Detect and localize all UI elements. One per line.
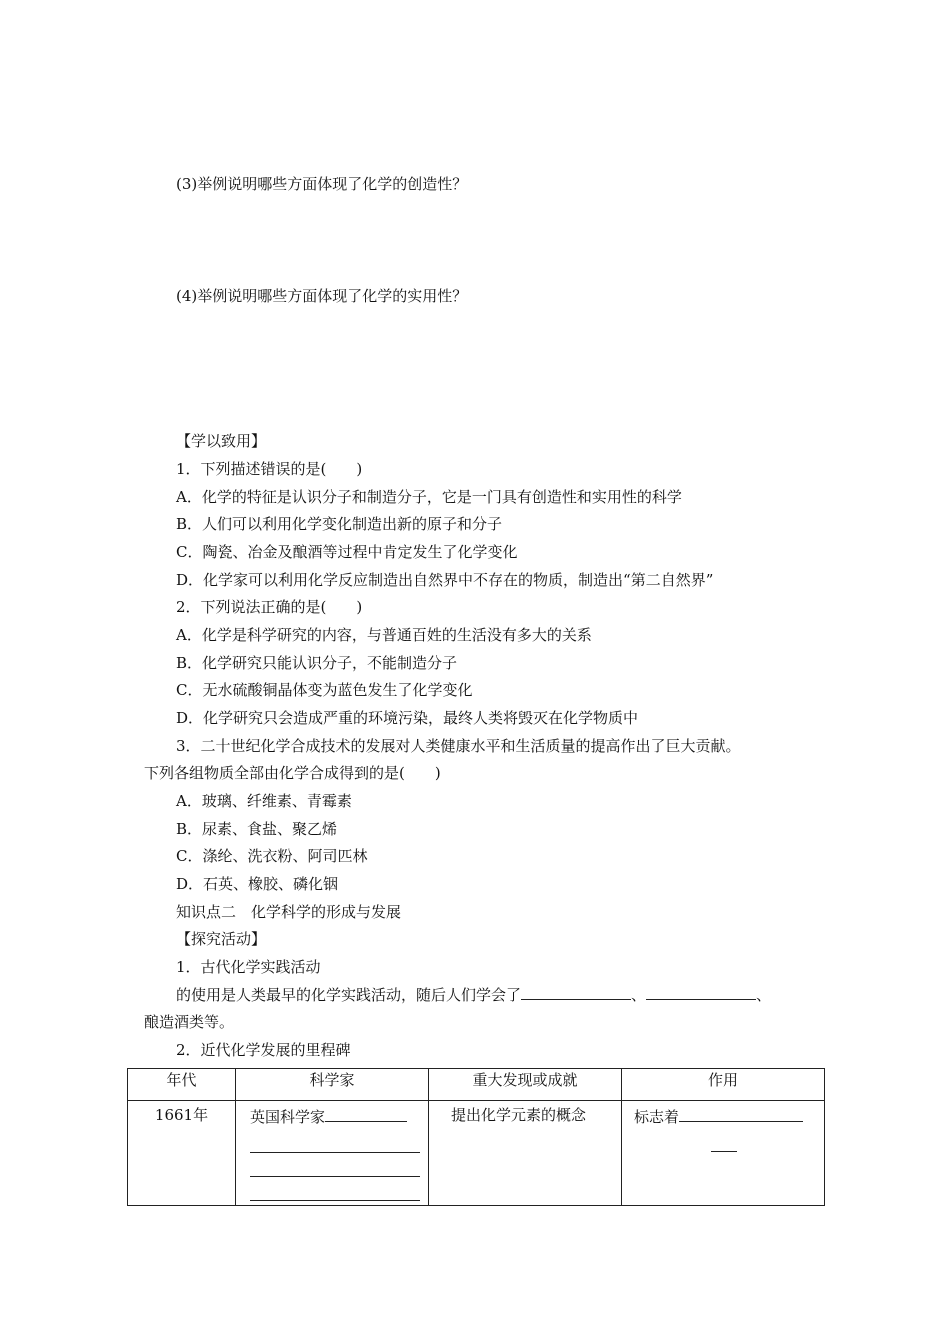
cell-scientist	[236, 1101, 429, 1206]
role-blank[interactable]	[679, 1107, 803, 1122]
q3-option-d: D．石英、橡胶、磷化铟	[176, 875, 339, 893]
header-year: 年代	[128, 1069, 236, 1101]
q2-option-b: B．化学研究只能认识分子，不能制造分子	[176, 654, 458, 672]
header-scientist: 科学家	[236, 1069, 429, 1101]
role-prefix: 标志着	[634, 1108, 680, 1126]
q1-option-a: A．化学的特征是认识分子和制造分子，它是一门具有创造性和实用性的科学	[176, 488, 682, 506]
q3-option-a: A．玻璃、纤维素、青霉素	[176, 792, 352, 810]
item1-fill-sentence	[176, 985, 771, 1005]
q1-option-c: C．陶瓷、冶金及酿酒等过程中肯定发生了化学变化	[176, 543, 518, 561]
fill-blank-2[interactable]	[646, 985, 756, 1000]
q1-stem: 1．下列描述错误的是( )	[176, 460, 363, 478]
q2-option-c: C．无水硫酸铜晶体变为蓝色发生了化学变化	[176, 681, 473, 699]
table-header-row	[128, 1069, 825, 1101]
q3-stem-line2: 下列各组物质全部由化学合成得到的是( )	[144, 764, 441, 782]
question-4-practicality: (4)举例说明哪些方面体现了化学的实用性？	[176, 287, 468, 305]
scientist-blank-line[interactable]	[250, 1129, 420, 1153]
table-row	[128, 1101, 825, 1206]
role-blank-continuation[interactable]	[711, 1129, 737, 1152]
question-3-creativity: (3)举例说明哪些方面体现了化学的创造性？	[176, 175, 468, 193]
cell-role	[622, 1101, 825, 1206]
q3-option-c: C．涤纶、洗衣粉、阿司匹林	[176, 847, 368, 865]
q2-option-d: D．化学研究只会造成严重的环境污染，最终人类将毁灭在化学物质中	[176, 709, 639, 727]
milestone-table	[127, 1068, 825, 1206]
practice-heading: 【学以致用】	[176, 432, 267, 450]
cell-discovery: 提出化学元素的概念	[429, 1101, 622, 1206]
scientist-blank-line[interactable]	[250, 1153, 420, 1177]
header-discovery: 重大发现或成就	[429, 1069, 622, 1101]
item1-title: 1．古代化学实践活动	[176, 958, 321, 976]
separator: 、	[631, 986, 647, 1004]
q1-option-d: D．化学家可以利用化学反应制造出自然界中不存在的物质，制造出“第二自然界”	[176, 571, 714, 589]
q2-option-a: A．化学是科学研究的内容，与普通百姓的生活没有多大的关系	[176, 626, 592, 644]
fill-blank-1[interactable]	[521, 985, 631, 1000]
item2-title: 2．近代化学发展的里程碑	[176, 1041, 351, 1059]
scientist-blank[interactable]	[325, 1107, 407, 1122]
item1-text-end: 酿造酒类等。	[144, 1013, 235, 1031]
scientist-prefix: 英国科学家	[250, 1108, 326, 1126]
cell-year: 1661年	[128, 1101, 236, 1206]
q3-stem-line1: 3．二十世纪化学合成技术的发展对人类健康水平和生活质量的提高作出了巨大贡献。	[176, 737, 741, 755]
q2-stem: 2．下列说法正确的是( )	[176, 598, 363, 616]
q1-option-b: B．人们可以利用化学变化制造出新的原子和分子	[176, 515, 503, 533]
activity-heading: 【探究活动】	[176, 930, 267, 948]
separator: 、	[756, 986, 772, 1004]
knowledge-point-title: 知识点二 化学科学的形成与发展	[176, 903, 402, 921]
header-role: 作用	[622, 1069, 825, 1101]
item1-text-start: 的使用是人类最早的化学实践活动，随后人们学会了	[176, 986, 522, 1004]
q3-option-b: B．尿素、食盐、聚乙烯	[176, 820, 338, 838]
scientist-blank-line[interactable]	[250, 1177, 420, 1201]
